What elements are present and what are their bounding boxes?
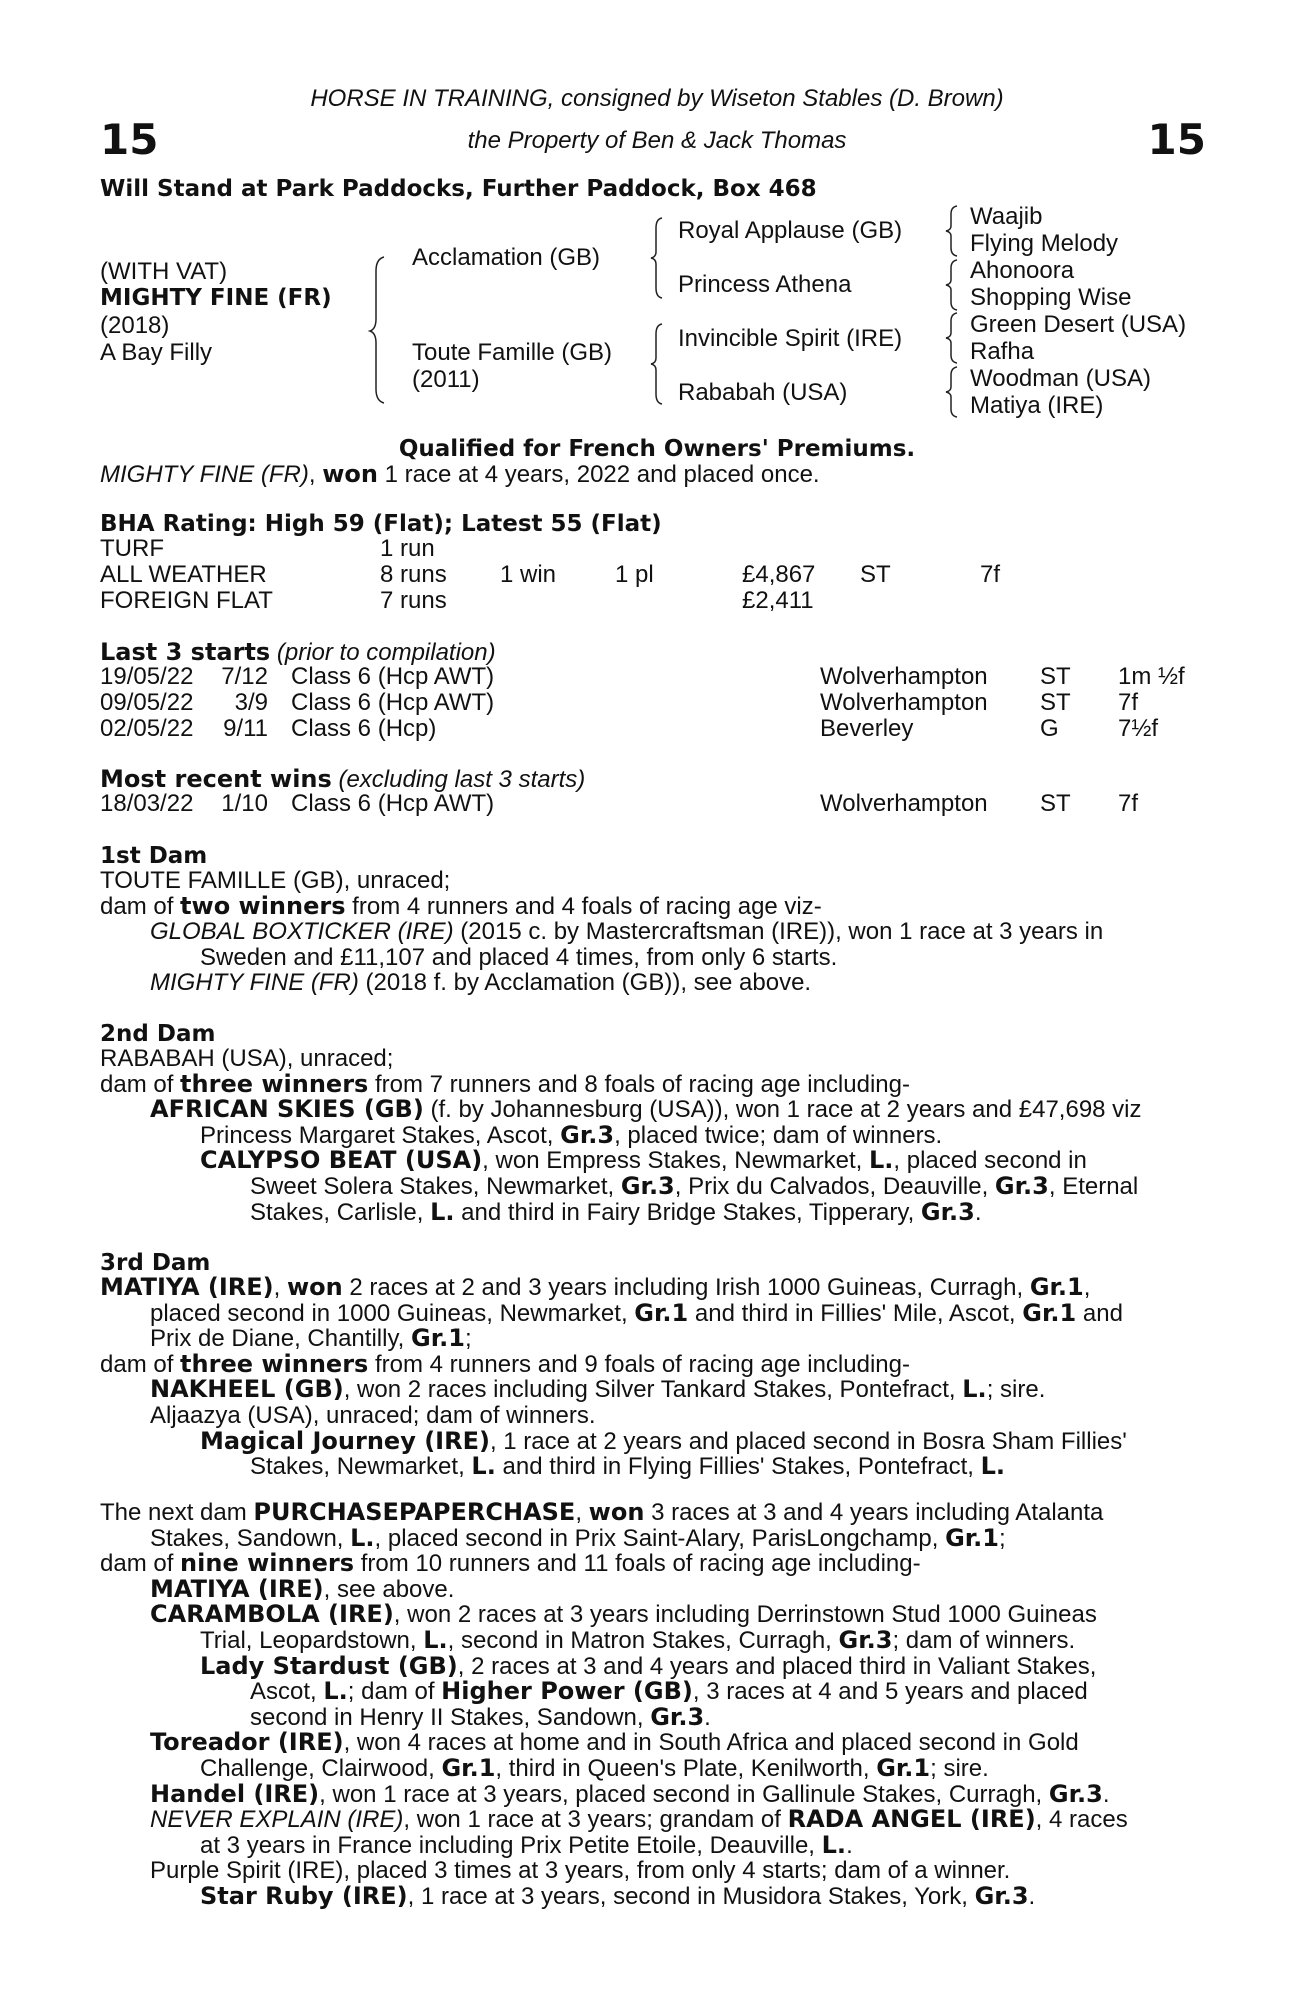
last3-course: Wolverhampton	[820, 663, 988, 690]
last3-race: Class 6 (Hcp AWT)	[291, 689, 495, 716]
pedigree-brace-1	[945, 204, 961, 258]
pedigree-sire-dam: Princess Athena	[678, 271, 852, 298]
lot-number-left: 15	[100, 115, 159, 164]
pedigree-brace-3	[945, 311, 961, 365]
recent-going: ST	[1040, 790, 1071, 817]
pedigree-g3-6: Rafha	[970, 338, 1035, 365]
last3-race: Class 6 (Hcp)	[291, 715, 437, 742]
last3-distance: 7f	[1118, 689, 1139, 716]
pedigree-dam-dam: Rababah (USA)	[678, 379, 848, 406]
pedigree-g3-5: Green Desert (USA)	[970, 311, 1187, 338]
second-dam-title: 2nd Dam	[100, 1021, 216, 1047]
last3-distance: 7½f	[1118, 715, 1159, 742]
stand-location: Will Stand at Park Paddocks, Further Paddock, Box 468	[100, 176, 817, 202]
pedigree-dam: Toute Famille (GB)	[412, 339, 613, 366]
pedigree-dam-sire: Invincible Spirit (IRE)	[678, 325, 903, 352]
recent-date: 18/03/22	[100, 790, 194, 817]
last3-date: 09/05/22	[100, 689, 194, 716]
pedigree-g3-4: Shopping Wise	[970, 284, 1132, 311]
rating-placed-cell: 1 pl	[615, 561, 654, 588]
last3-going: ST	[1040, 689, 1071, 716]
pedigree-g3-2: Flying Melody	[970, 230, 1119, 257]
vat-note: (WITH VAT)	[100, 258, 228, 285]
horse-description: A Bay Filly	[100, 339, 213, 366]
rating-prize-cell: £4,867	[742, 561, 816, 588]
rating-surface-cell: ALL WEATHER	[100, 561, 267, 588]
pedigree-g3-3: Ahonoora	[970, 257, 1075, 284]
last3-distance: 1m ½f	[1118, 663, 1185, 690]
recent-course: Wolverhampton	[820, 790, 988, 817]
last3-date: 19/05/22	[100, 663, 194, 690]
rating-wins-cell: 1 win	[500, 561, 557, 588]
rating-dist-cell: 7f	[980, 561, 1001, 588]
recent-heading: Most recent wins (excluding last 3 starts)	[100, 765, 586, 793]
rating-surface-cell: TURF	[100, 535, 164, 562]
pedigree-brace-sire	[650, 216, 666, 300]
premiums-note: Qualified for French Owners' Premiums.	[398, 436, 916, 462]
pedigree-brace-dam	[650, 322, 666, 406]
first-dam-title: 1st Dam	[100, 843, 208, 869]
pedigree-dam-year: (2011)	[412, 366, 480, 393]
last3-going: G	[1040, 715, 1059, 742]
rating-runs-cell: 1 run	[380, 535, 435, 562]
pedigree-g3-7: Woodman (USA)	[970, 365, 1151, 392]
recent-distance: 7f	[1118, 790, 1139, 817]
rating-title: BHA Rating: High 59 (Flat); Latest 55 (Flat)	[100, 511, 662, 537]
pedigree-brace-2	[945, 258, 961, 312]
last3-date: 02/05/22	[100, 715, 194, 742]
pedigree-g3-1: Waajib	[970, 203, 1043, 230]
pedigree-brace-main	[370, 255, 390, 405]
rating-runs-cell: 7 runs	[380, 587, 447, 614]
recent-position: 1/10	[221, 790, 268, 817]
last3-heading: Last 3 starts (prior to compilation)	[100, 638, 496, 666]
rating-prize-cell: £2,411	[742, 587, 814, 614]
last3-position: 3/9	[234, 689, 268, 716]
second-dam-section: RABABAH (USA), unraced; dam of three winners from 7 runners and 8 foals of racing age including- AFRICAN SKIES (GB) (f. by Johannesburg (USA)), won 1 race at 2 years and £47,698 viz Princess Margaret Stakes, Ascot, Gr.3, placed twice; dam of winners. CALYPSO BEAT (USA), won Empress Stakes, Newmarket, L., placed second in Sweet Solera Stakes, Newmarket, Gr.3, Prix du Calvados, Deauville, Gr.3, Eternal Stakes, Carlisle, L. and third in Fairy Bridge Stakes, Tipperary, Gr.3.	[100, 1045, 1142, 1226]
last3-going: ST	[1040, 663, 1071, 690]
next-dam-section: The next dam PURCHASEPAPERCHASE, won 3 races at 3 and 4 years including Atalanta Stakes, Sandown, L., placed second in Prix Saint-Alary, ParisLongchamp, Gr.1; dam of nine winners from 10 runners and 11 foals of racing age including- MATIYA (IRE), see above. CARAMBOLA (IRE), won 2 races at 3 years including Derrinstown Stud 1000 Guineas Trial, Leopardstown, L., second in Matron Stakes, Curragh, Gr.3; dam of winners. Lady Stardust (GB), 2 races at 3 and 4 years and placed third in Valiant Stakes, Ascot, L.; dam of Higher Power (GB), 3 races at 4 and 5 years and placed second in Henry II Stakes, Sandown, Gr.3. Toreador (IRE), won 4 races at home and in South Africa and placed second in Gold Challenge, Clairwood, Gr.1, third in Queen's Plate, Kenilworth, Gr.1; sire. Handel (IRE), won 1 race at 3 years, placed second in Gallinule Stakes, Curragh, Gr.3. NEVER EXPLAIN (IRE), won 1 race at 3 years; grandam of RADA ANGEL (IRE), 4 races at 3 years in France including Prix Petite Etoile, Deauville, L.. Purple Spirit (IRE), placed 3 times at 3 years, from only 4 starts; dam of a winner. Star Ruby (IRE), 1 race at 3 years, second in Musidora Stakes, York, Gr.3.	[100, 1498, 1128, 1910]
last3-race: Class 6 (Hcp AWT)	[291, 663, 495, 690]
horse-name: MIGHTY FINE (FR)	[100, 285, 332, 311]
property-line: the Property of Ben & Jack Thomas	[467, 127, 847, 154]
third-dam-title: 3rd Dam	[100, 1250, 211, 1276]
pedigree-sire: Acclamation (GB)	[412, 244, 601, 271]
consignor-line: HORSE IN TRAINING, consigned by Wiseton Stables (D. Brown)	[310, 85, 1004, 112]
last3-position: 7/12	[221, 663, 268, 690]
last3-position: 9/11	[223, 715, 268, 742]
rating-going-cell: ST	[860, 561, 891, 588]
third-dam-section: MATIYA (IRE), won 2 races at 2 and 3 years including Irish 1000 Guineas, Curragh, Gr.1, placed second in 1000 Guineas, Newmarket, Gr.1 and third in Fillies' Mile, Ascot, Gr.1 and Prix de Diane, Chantilly, Gr.1; dam of three winners from 4 runners and 9 foals of racing age including- NAKHEEL (GB), won 2 races including Silver Tankard Stakes, Pontefract, L.; sire. Aljaazya (USA), unraced; dam of winners. Magical Journey (IRE), 1 race at 2 years and placed second in Bosra Sham Fillies' Stakes, Newmarket, L. and third in Flying Fillies' Stakes, Pontefract, L.	[100, 1273, 1127, 1481]
race-summary: MIGHTY FINE (FR), won 1 race at 4 years, 2022 and placed once.	[100, 460, 820, 488]
last3-course: Beverley	[820, 715, 914, 742]
rating-surface-cell: FOREIGN FLAT	[100, 587, 273, 614]
last3-course: Wolverhampton	[820, 689, 988, 716]
pedigree-brace-4	[945, 365, 961, 419]
horse-year: (2018)	[100, 312, 170, 339]
pedigree-sire-sire: Royal Applause (GB)	[678, 217, 903, 244]
first-dam-section: TOUTE FAMILLE (GB), unraced; dam of two winners from 4 runners and 4 foals of racing age viz- GLOBAL BOXTICKER (IRE) (2015 c. by Mastercraftsman (IRE)), won 1 race at 3 years in Sweden and £11,107 and placed 4 times, from only 6 starts. MIGHTY FINE (FR) (2018 f. by Acclamation (GB)), see above.	[100, 867, 1104, 997]
rating-runs-cell: 8 runs	[380, 561, 447, 588]
recent-race: Class 6 (Hcp AWT)	[291, 790, 495, 817]
lot-number-right: 15	[1147, 115, 1206, 164]
pedigree-g3-8: Matiya (IRE)	[970, 392, 1104, 419]
